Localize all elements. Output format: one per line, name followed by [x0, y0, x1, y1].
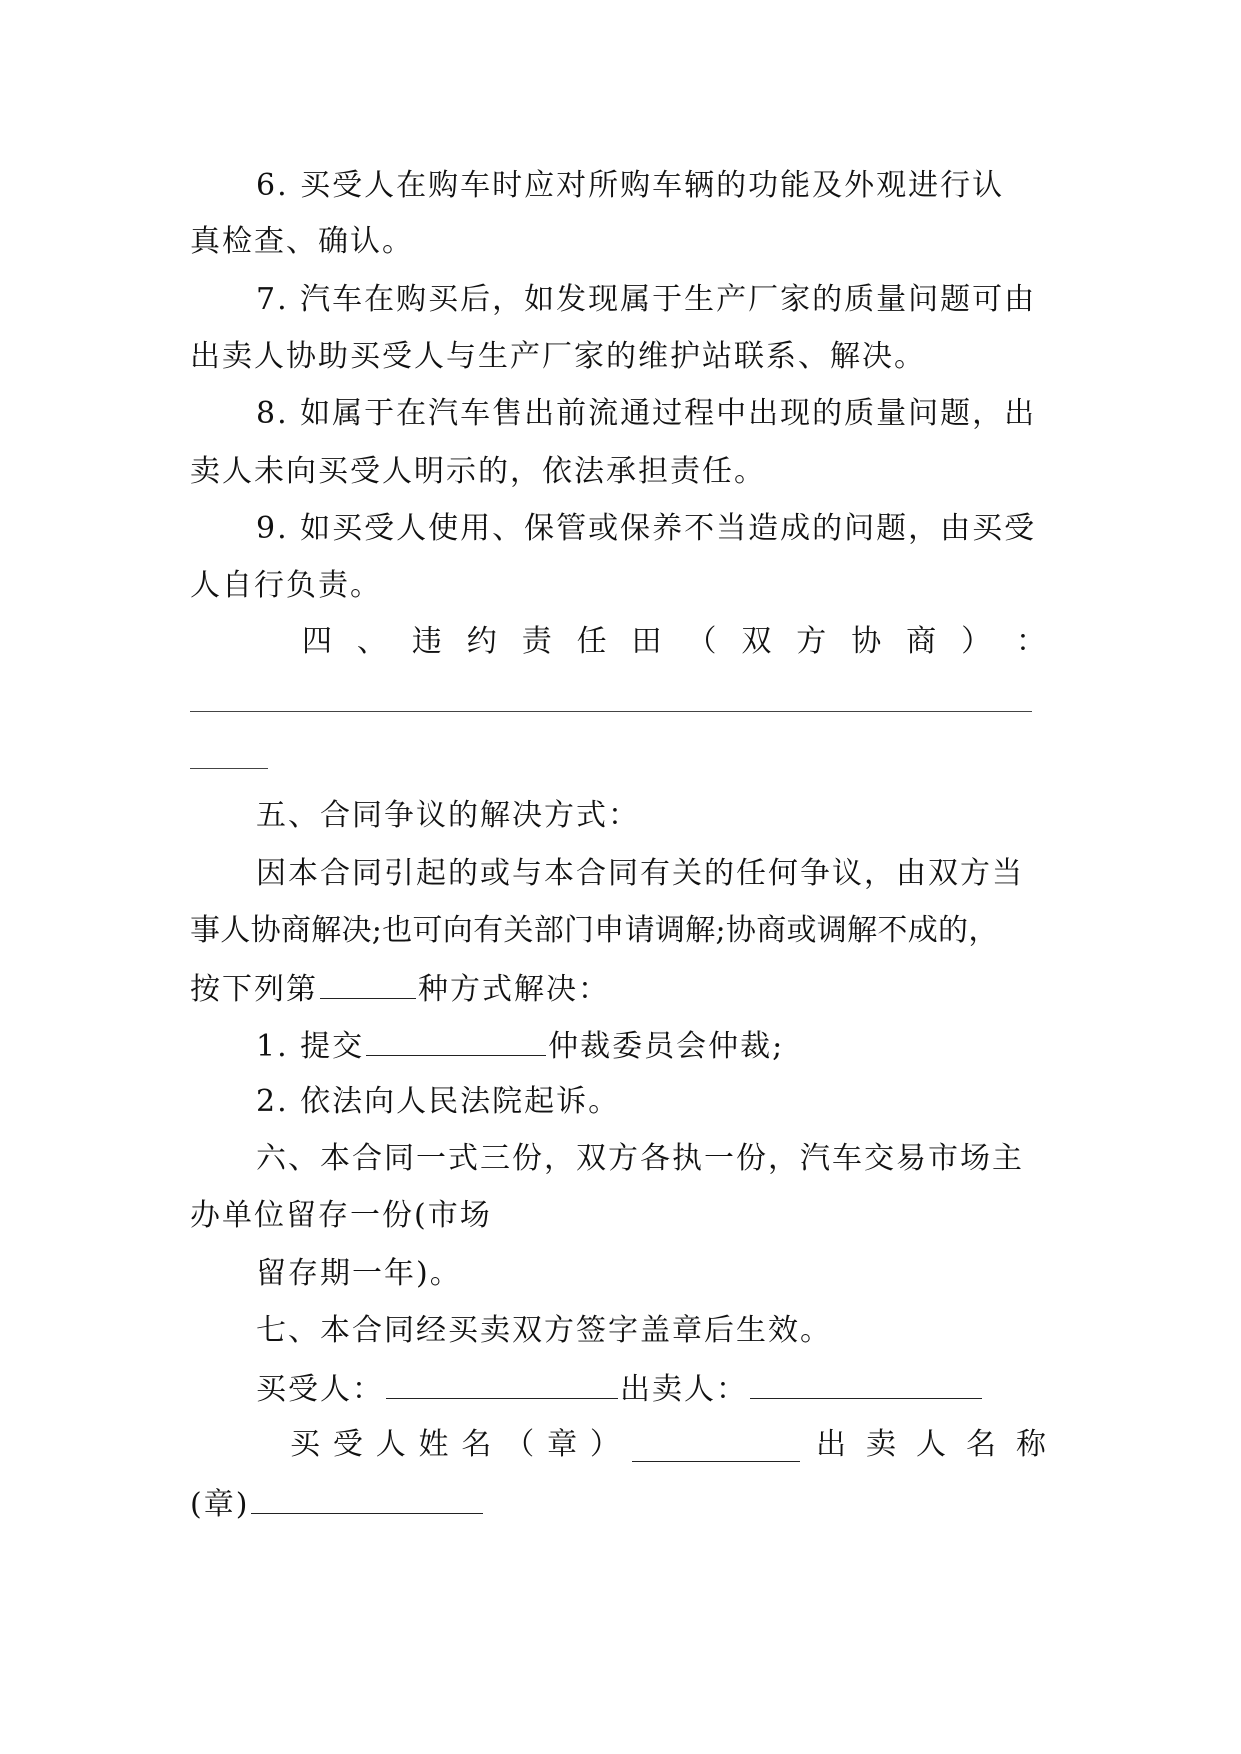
buyer-name-label-char: 买 [290, 1427, 320, 1462]
option-arbitration-suffix: 仲裁委员会仲裁; [548, 1029, 785, 1064]
clause-9-line-2: 人自行负责。 [190, 568, 382, 603]
breach-liability-heading-char: 任 [576, 624, 607, 659]
buyer-name-label-char: 名 [461, 1427, 492, 1462]
breach-liability-heading-char: 约 [466, 624, 497, 659]
buyer-name-label-char: 姓 [418, 1427, 449, 1462]
seller-name-label-char: 卖 [866, 1427, 896, 1462]
clause-7-line-2: 出卖人协助买受人与生产厂家的维护站联系、解决。 [190, 339, 926, 374]
breach-liability-heading-char: 双 [741, 624, 772, 659]
arbitration-commission-blank [366, 1025, 546, 1056]
seller-name-line-2 [190, 1483, 485, 1525]
copies-clause-line-2: 办单位留存一份(市场 [190, 1198, 492, 1233]
buyer-name-label [290, 1425, 620, 1465]
clause-9-line-1: 9. 如买受人使用、保管或保养不当造成的问题，由买受 [256, 511, 1037, 546]
clause-6-line-2: 真检查、确认。 [190, 224, 414, 259]
breach-liability-heading-char: ） [961, 624, 992, 659]
clause-8-line-1: 8. 如属于在汽车售出前流通过程中出现的质量问题，出 [256, 396, 1037, 431]
breach-liability-heading-char: 协 [851, 624, 882, 659]
breach-liability-heading-char: 商 [906, 624, 937, 659]
signature-party-line [256, 1368, 984, 1410]
breach-liability-heading-char: 违 [411, 624, 442, 659]
copies-clause-line-1: 六、本合同一式三份，双方各执一份，汽车交易市场主 [256, 1141, 1024, 1176]
seller-name-label [816, 1425, 1046, 1465]
breach-liability-blank-line-1 [190, 711, 1032, 712]
clause-7-line-1: 7. 汽车在购买后，如发现属于生产厂家的质量问题可由 [256, 282, 1037, 317]
buyer-signature-blank [386, 1368, 618, 1399]
breach-liability-heading [302, 622, 1046, 662]
seller-label: 出卖人： [620, 1372, 748, 1407]
dispute-option-suffix: 种方式解决： [418, 972, 610, 1007]
buyer-name-label-char: （ [504, 1427, 535, 1462]
buyer-name-label-char: 人 [375, 1427, 406, 1462]
breach-liability-heading-char: 四 [302, 624, 332, 659]
seller-signature-blank [750, 1368, 982, 1399]
buyer-name-label-char: 章 [547, 1427, 578, 1462]
breach-liability-blank-line-2 [190, 768, 268, 769]
option-court: 2. 依法向人民法院起诉。 [256, 1084, 621, 1119]
buyer-label: 买受人： [256, 1372, 384, 1407]
dispute-paragraph-line-2: 事人协商解决;也可向有关部门申请调解;协商或调解不成的， [190, 913, 999, 948]
buyer-name-seal-blank [632, 1431, 800, 1462]
breach-liability-heading-char: （ [686, 624, 717, 659]
clause-8-line-2: 卖人未向买受人明示的，依法承担责任。 [190, 454, 766, 489]
seller-name-label-char: 人 [916, 1427, 946, 1462]
dispute-option-prefix: 按下列第 [190, 972, 318, 1007]
clause-6-line-1: 6. 买受人在购车时应对所购车辆的功能及外观进行认 [256, 168, 1005, 203]
breach-liability-heading-char: 田 [631, 624, 662, 659]
seller-name-seal-blank [251, 1483, 483, 1514]
seller-seal-label: (章) [190, 1487, 250, 1522]
seller-name-label-char: 名 [966, 1427, 996, 1462]
option-arbitration-prefix: 1. 提交 [256, 1029, 365, 1064]
option-arbitration [256, 1025, 784, 1067]
effective-clause: 七、本合同经买卖双方签字盖章后生效。 [256, 1313, 832, 1348]
dispute-resolution-heading: 五、合同争议的解决方式： [256, 798, 640, 833]
copies-clause-line-3: 留存期一年)。 [256, 1256, 462, 1291]
breach-liability-heading-char: 方 [796, 624, 827, 659]
breach-liability-heading-char: ： [1015, 624, 1046, 659]
buyer-name-label-char: 受 [332, 1427, 363, 1462]
dispute-paragraph-line-3 [190, 968, 610, 1010]
seller-name-label-char: 出 [816, 1427, 846, 1462]
dispute-paragraph-line-1: 因本合同引起的或与本合同有关的任何争议，由双方当 [256, 856, 1024, 891]
breach-liability-heading-char: 、 [356, 624, 387, 659]
buyer-name-label-char: ） [589, 1427, 620, 1462]
option-number-blank [320, 968, 416, 999]
seller-name-label-char: 称 [1016, 1427, 1046, 1462]
breach-liability-heading-char: 责 [521, 624, 552, 659]
